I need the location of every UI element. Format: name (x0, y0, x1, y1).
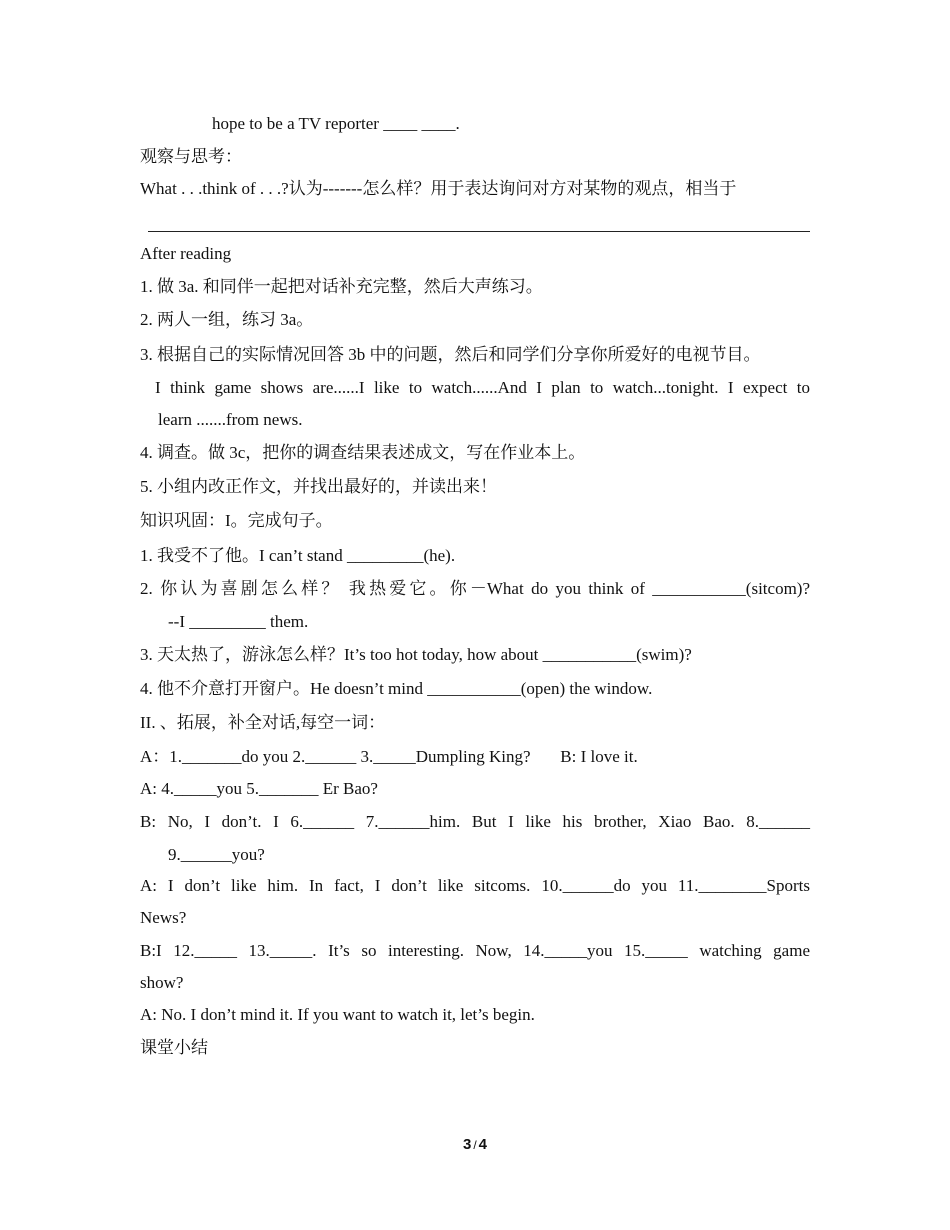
dialogue-line-2: A: 4._____you 5._______ Er Bao? (140, 779, 378, 798)
after-reading-heading: After reading (140, 244, 232, 263)
sentence-2-cont: --I _________ them. (168, 612, 309, 631)
sentence-4: 4. 他不介意打开窗户。He doesn’t mind ___________(open) the window. (140, 679, 653, 698)
dialogue-line-4-cont: News? (140, 908, 187, 927)
answer-rule (148, 231, 810, 232)
think-of-note: What . . .think of . . .?认为-------怎么样？用于表达询问对方对某物的观点，相当于 (140, 179, 737, 198)
task-5: 5. 小组内改正作文，并找出最好的，并读出来！ (140, 477, 497, 496)
page-number (0, 1136, 950, 1153)
consolidation-heading: 知识巩固：I。完成句子。 (140, 511, 333, 530)
page-total: 4 (478, 1136, 488, 1153)
sentence-3: 3. 天太热了，游泳怎么样？It’s too hot today, how about ___________(swim)? (140, 645, 692, 664)
extension-heading: II. 、拓展，补全对话,每空一词： (140, 713, 386, 732)
task-3: 3. 根据自己的实际情况回答 3b 中的问题，然后和同学们分享你所爱好的电视节目。 (140, 345, 761, 364)
page-separator: / (473, 1138, 477, 1152)
task-3-example: I think game shows are......I like to watch......And I plan to watch...tonight. I expect to (155, 378, 810, 397)
page-current: 3 (462, 1136, 472, 1153)
sentence-2: 2. 你认为喜剧怎么样？ 我热爱它。你－What do you think of ___________(sitcom)? (140, 579, 810, 598)
dialogue-line-6: A: No. I don’t mind it. If you want to watch it, let’s begin. (140, 1005, 535, 1024)
task-2: 2. 两人一组，练习 3a。 (140, 310, 314, 329)
line-reporter: hope to be a TV reporter ____ ____. (212, 114, 460, 133)
dialogue-line-4: A: I don’t like him. In fact, I don’t like sitcoms. 10.______do you 11.________Sports (140, 876, 810, 895)
observe-heading: 观察与思考： (140, 147, 242, 166)
task-4: 4. 调查。做 3c，把你的调查结果表述成文，写在作业本上。 (140, 443, 586, 462)
sentence-1: 1. 我受不了他。I can’t stand _________(he). (140, 546, 456, 565)
task-3-example-cont: learn .......from news. (158, 410, 303, 429)
dialogue-line-3-cont: 9.______you? (168, 845, 265, 864)
dialogue-line-3: B: No, I don’t. I 6.______ 7.______him. But I like his brother, Xiao Bao. 8.______ (140, 812, 810, 831)
summary-heading: 课堂小结 (140, 1038, 208, 1057)
dialogue-line-5: B:I 12._____ 13._____. It’s so interesting. Now, 14._____you 15._____ watching game (140, 941, 810, 960)
dialogue-line-1: A：1._______do you 2.______ 3._____Dumpling King? B: I love it. (140, 747, 638, 766)
task-1: 1. 做 3a. 和同伴一起把对话补充完整，然后大声练习。 (140, 277, 543, 296)
dialogue-line-5-cont: show? (140, 973, 184, 992)
